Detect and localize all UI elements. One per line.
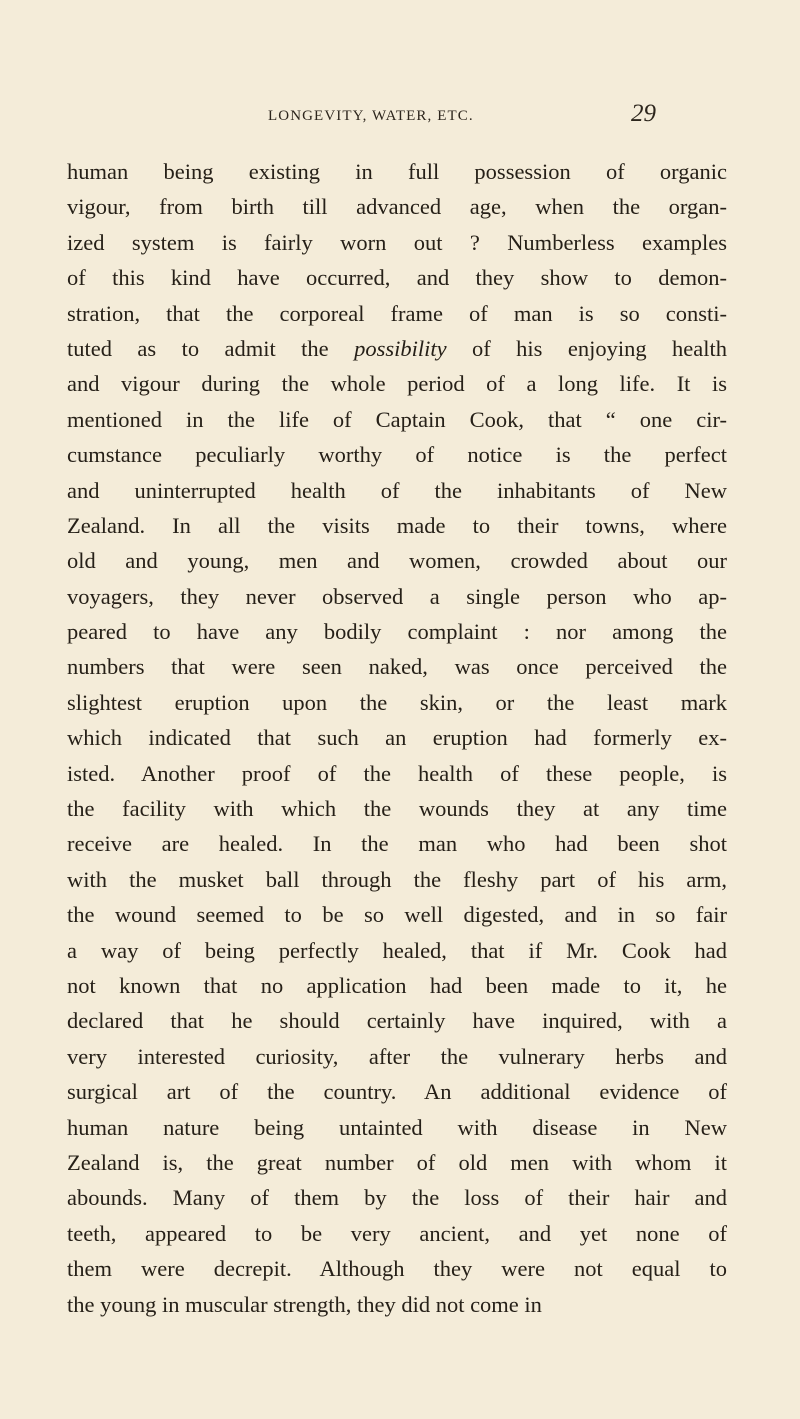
text-line: human nature being untainted with disease in New [67,1114,727,1140]
text-line: vigour, from birth till advanced age, when the organ- [67,194,727,220]
text-line: and vigour during the whole period of a long life. It is [67,371,727,397]
text-line: very interested curiosity, after the vulnerary herbs and [67,1043,727,1069]
text-line: the wound seemed to be so well digested, and in so fair [67,902,727,928]
text-line: Zealand. In all the visits made to their towns, where [67,512,727,538]
text-line-end: of his enjoying health [472,335,727,361]
text-line: peared to have any bodily complaint : nor among the [67,619,727,645]
text-line: Zealand is, the great number of old men with whom it [67,1149,727,1175]
text-line: numbers that were seen naked, was once perceived the [67,654,727,680]
text-line-start: tuted as to admit the [67,335,329,361]
text-line: not known that no application had been made to it, he [67,972,727,998]
text-line: stration, that the corporeal frame of man is so consti- [67,300,727,326]
text-line: a way of being perfectly healed, that if Mr. Cook had [67,937,727,963]
body-text [67,154,727,1322]
text-line: mentioned in the life of Captain Cook, that “ one cir- [67,406,727,432]
text-line: the facility with which the wounds they at any time [67,796,727,822]
text-line: the young in muscular strength, they did not come in [67,1291,542,1317]
page-number: 29 [631,100,656,127]
text-line [67,331,727,366]
text-line: of this kind have occurred, and they show to demon- [67,265,727,291]
text-line: ized system is fairly worn out ? Numberless examples [67,229,727,255]
text-line: voyagers, they never observed a single person who ap- [67,583,727,609]
text-line: with the musket ball through the fleshy part of his arm, [67,866,727,892]
text-line: abounds. Many of them by the loss of their hair and [67,1185,727,1211]
text-line: teeth, appeared to be very ancient, and yet none of [67,1220,727,1246]
text-line: which indicated that such an eruption had formerly ex- [67,725,727,751]
text-line: isted. Another proof of the health of these people, is [67,760,727,786]
emphasized-word: possibility [354,335,447,361]
text-line: old and young, men and women, crowded about our [67,548,727,574]
running-head: LONGEVITY, WATER, ETC. [268,108,474,124]
text-line: declared that he should certainly have inquired, with a [67,1008,727,1034]
text-line: them were decrepit. Although they were not equal to [67,1256,727,1282]
text-line: and uninterrupted health of the inhabitants of New [67,477,727,503]
text-line: cumstance peculiarly worthy of notice is the perfect [67,442,727,468]
text-line: receive are healed. In the man who had been shot [67,831,727,857]
text-line: human being existing in full possession of organic [67,159,727,184]
text-line: slightest eruption upon the skin, or the least mark [67,689,727,715]
text-line: surgical art of the country. An additional evidence of [67,1079,727,1105]
